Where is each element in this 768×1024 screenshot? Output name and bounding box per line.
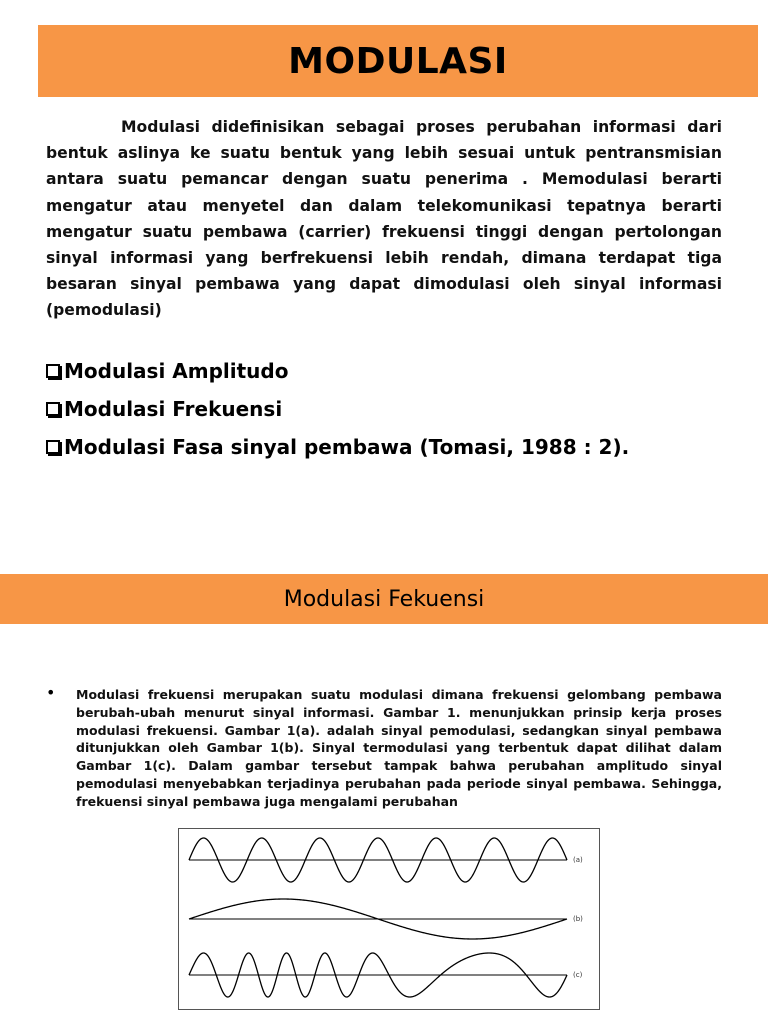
option-label: Modulasi Frekuensi [64,397,283,421]
intro-text: Modulasi didefinisikan sebagai proses perubahan informasi dari bentuk aslinya ke suatu bentuk yang lebih sesuai untuk pentransmisian antara suatu pemancar dengan suatu penerima . Memodulasi berarti mengatur atau menyetel dan dalam telekomunikasi tepatnya berarti mengatur suatu pembawa (carrier) frekuensi tinggi dengan pertolongan sinyal informasi yang berfrekuensi lebih rendah, dimana terdapat tiga besaran sinyal pembawa yang dapat dimodulasi oleh sinyal informasi (pemodulasi) [46,118,722,320]
fm-paragraph: Modulasi frekuensi merupakan suatu modulasi dimana frekuensi gelombang pembawa berubah-ubah menurut sinyal informasi. Gambar 1. menunjukkan prinsip kerja proses modulasi frekuensi. Gambar 1(a). adalah sinyal pemodulasi, sedangkan sinyal pembawa ditunjukkan oleh Gambar 1(b). Sinyal termodulasi yang terbentuk dapat dilihat dalam Gambar 1(c). Dalam gambar tersebut tampak bahwa perubahan amplitudo sinyal pemodulasi menyebabkan terjadinya perubahan pada periode sinyal pembawa. Sehingga, frekuensi sinyal pembawa juga mengalami perubahan [76,687,722,809]
bullet-icon: • [46,683,56,702]
label-c: (c) [573,971,583,979]
page-title: MODULASI [288,40,508,82]
fm-waveform-figure [178,828,600,1010]
list-item [46,352,629,390]
section-banner [0,574,768,624]
section-title: Modulasi Fekuensi [283,586,485,612]
label-a: (a) [573,856,583,864]
title-banner [38,25,758,97]
checkbox-bullet-icon [46,440,60,454]
label-b: (b) [573,915,583,923]
modulation-types-list [46,352,629,466]
list-item [46,428,629,466]
list-item [46,390,629,428]
checkbox-bullet-icon [46,402,60,416]
intro-paragraph [46,114,722,324]
option-label: Modulasi Amplitudo [64,359,289,383]
option-label: Modulasi Fasa sinyal pembawa (Tomasi, 1988 : 2). [64,435,630,459]
checkbox-bullet-icon [46,364,60,378]
waveform-svg [179,829,601,1011]
